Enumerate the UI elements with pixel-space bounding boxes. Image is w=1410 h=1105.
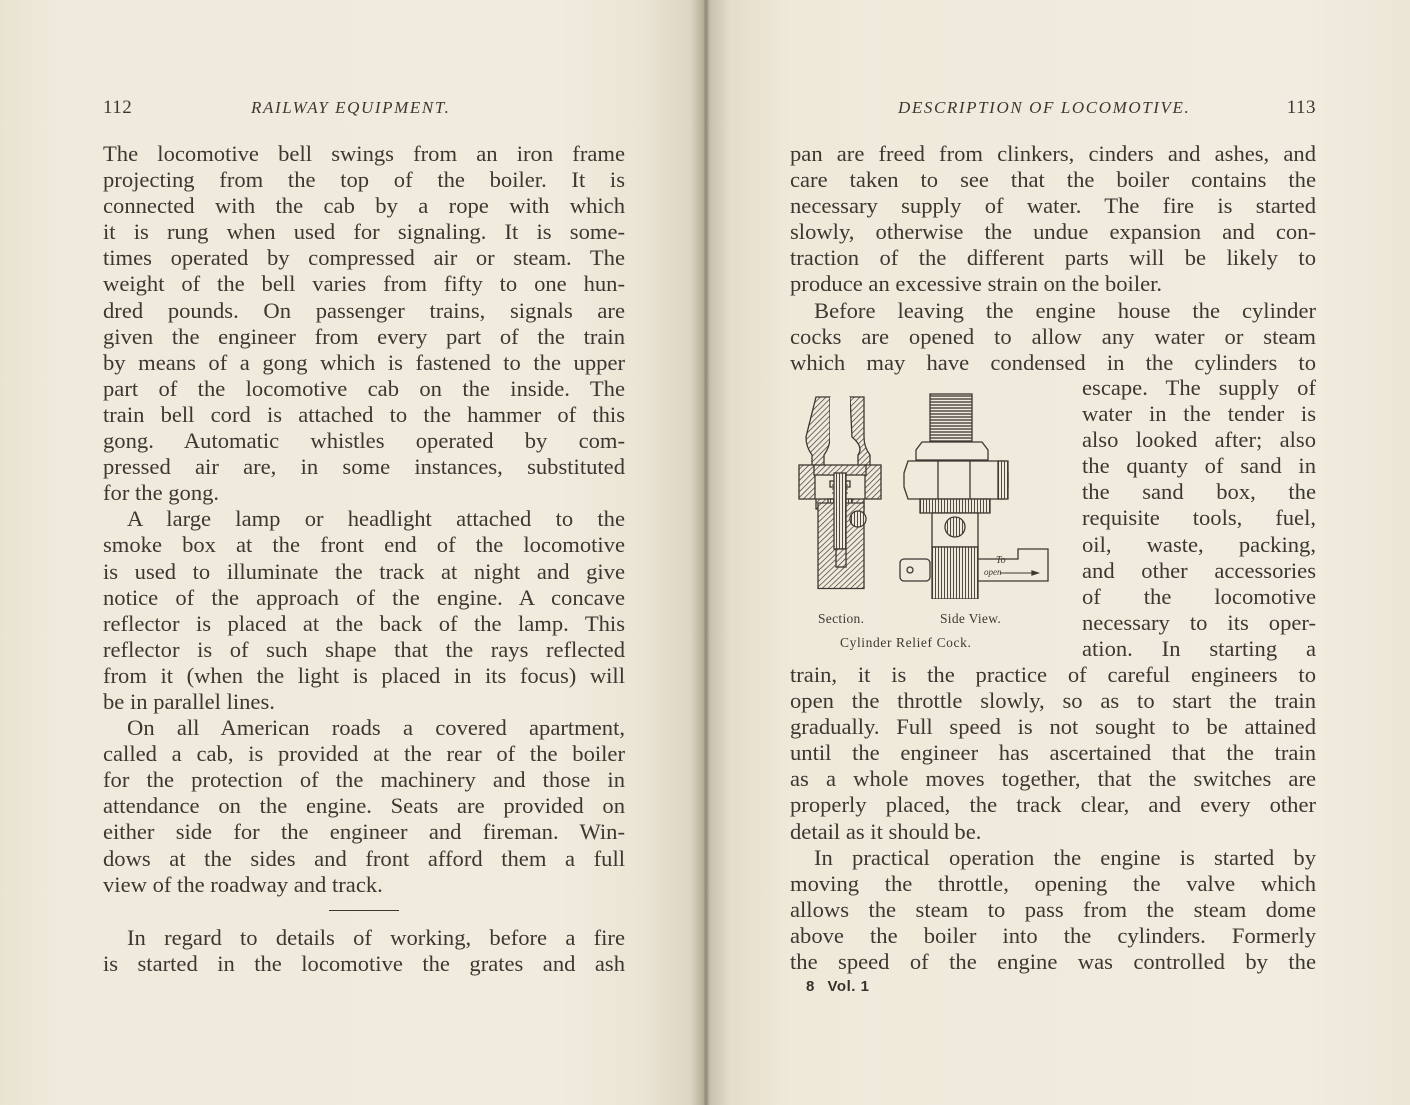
text-line: cocks are opened to allow any water or steam xyxy=(790,323,1316,349)
text-line: open the throttle slowly, so as to start the train xyxy=(790,688,1316,714)
text-line: In practical operation the engine is started by xyxy=(814,844,1316,870)
text-line: as a whole moves together, that the switches are xyxy=(790,766,1316,792)
text-line: above the boiler into the cylinders. Formerly xyxy=(790,922,1316,948)
text-line: escape. The supply of xyxy=(1082,375,1316,400)
right-paragraphs-bottom xyxy=(790,662,1316,975)
text-line: is used to illuminate the track at night and give xyxy=(103,558,625,584)
text-line: notice of the approach of the engine. A concave xyxy=(103,584,625,610)
signature-mark xyxy=(806,978,869,995)
text-line: A large lamp or headlight attached to the xyxy=(127,506,625,532)
cylinder-relief-cock-figure xyxy=(790,389,1082,651)
figure-wrap-text xyxy=(1082,375,1316,662)
text-line: the sand box, the xyxy=(1082,479,1316,505)
text-line: On all American roads a covered apartment, xyxy=(127,715,625,741)
text-line: train bell cord is attached to the hammer of this xyxy=(103,401,625,427)
left-paragraphs xyxy=(103,141,625,898)
text-line: the speed of the engine was controlled by the xyxy=(790,949,1316,975)
text-line: attendance on the engine. Seats are provided on xyxy=(103,793,625,819)
text-line: necessary supply of water. The fire is started xyxy=(790,193,1316,219)
text-line: The locomotive bell swings from an iron frame xyxy=(103,141,625,166)
text-line: ation. In starting a xyxy=(1082,635,1316,661)
text-line: by means of a gong which is fastened to the upper xyxy=(103,349,625,375)
text-line: be in parallel lines. xyxy=(103,688,275,714)
text-line: traction of the different parts will be likely to xyxy=(790,245,1316,271)
text-line: properly placed, the track clear, and every other xyxy=(790,792,1316,818)
text-line: pressed air are, in some instances, substituted xyxy=(103,454,625,480)
right-running-head xyxy=(790,96,1316,120)
text-line: part of the locomotive cab on the inside. The xyxy=(103,375,625,401)
text-line: weight of the bell varies from fifty to one hun- xyxy=(103,271,625,297)
text-line: requisite tools, fuel, xyxy=(1082,505,1316,531)
text-line: oil, waste, packing, xyxy=(1082,531,1316,557)
svg-text:To: To xyxy=(996,555,1006,566)
text-line: is started in the locomotive the grates and ash xyxy=(103,950,625,976)
page-number: 112 xyxy=(103,97,133,118)
left-running-head xyxy=(103,96,625,120)
text-line: given the engineer from every part of the train xyxy=(103,323,625,349)
section-view xyxy=(799,397,881,589)
text-line: In regard to details of working, before a fire xyxy=(127,924,625,950)
text-line: allows the steam to pass from the steam dome xyxy=(790,896,1316,922)
text-line: gradually. Full speed is not sought to be attained xyxy=(790,714,1316,740)
text-line: which may have condensed in the cylinders to xyxy=(790,349,1316,375)
text-line: view of the roadway and track. xyxy=(103,871,383,897)
text-line: called a cab, is provided at the rear of the boiler xyxy=(103,741,625,767)
right-page xyxy=(706,0,1410,1105)
text-line: reflector is placed at the back of the lamp. This xyxy=(103,610,625,636)
text-line: the quanty of sand in xyxy=(1082,453,1316,479)
section-divider-rule xyxy=(329,910,399,911)
text-line: slowly, otherwise the undue expansion and con- xyxy=(790,219,1316,245)
text-line: times operated by compressed air or steam. The xyxy=(103,245,625,271)
text-line: projecting from the top of the boiler. It is xyxy=(103,167,625,193)
left-body-text xyxy=(103,141,625,977)
figure-label-section: Section. xyxy=(818,611,865,626)
right-body-text-bottom xyxy=(790,662,1316,975)
text-line: and other accessories xyxy=(1082,557,1316,583)
text-line: reflector is of such shape that the rays reflected xyxy=(103,636,625,662)
text-line: pan are freed from clinkers, cinders and ashes, and xyxy=(790,141,1316,166)
text-line: until the engineer has ascertained that the train xyxy=(790,740,1316,766)
text-line: of the locomotive xyxy=(1082,583,1316,609)
text-line: Before leaving the engine house the cylinder xyxy=(814,297,1316,323)
text-line: also looked after; also xyxy=(1082,427,1316,453)
text-line: moving the throttle, opening the valve which xyxy=(790,870,1316,896)
figure-wrap-lines xyxy=(1082,375,1316,662)
figure-label-side-view: Side View. xyxy=(940,611,1002,626)
running-head-title: DESCRIPTION OF LOCOMOTIVE. xyxy=(898,98,1191,117)
text-line: produce an excessive strain on the boiler. xyxy=(790,271,1163,297)
text-line: dred pounds. On passenger trains, signals are xyxy=(103,297,625,323)
text-line: detail as it should be. xyxy=(790,818,982,844)
signature-number: 8 xyxy=(806,978,815,995)
text-line: train, it is the practice of careful engineers to xyxy=(790,662,1316,687)
signature-volume: Vol. 1 xyxy=(827,978,870,995)
side-view xyxy=(900,394,1048,599)
text-line: from it (when the light is placed in its focus) will xyxy=(103,662,625,688)
text-line: it is rung when used for signaling. It is some- xyxy=(103,219,625,245)
text-line: for the protection of the machinery and those in xyxy=(103,767,625,793)
figure-caption: Cylinder Relief Cock. xyxy=(840,635,972,650)
text-line: either side for the engineer and fireman. Win- xyxy=(103,819,625,845)
text-line: water in the tender is xyxy=(1082,401,1316,427)
text-line: smoke box at the front end of the locomotive xyxy=(103,532,625,558)
right-body-text-top xyxy=(790,141,1316,376)
running-head-title: RAILWAY EQUIPMENT. xyxy=(251,98,451,117)
right-paragraphs-top xyxy=(790,141,1316,376)
page-number: 113 xyxy=(1286,97,1316,118)
svg-text:open: open xyxy=(984,567,1002,577)
left-paragraph-after-rule xyxy=(103,925,625,977)
text-line: for the gong. xyxy=(103,480,220,506)
text-line: necessary to its oper- xyxy=(1082,609,1316,635)
text-line: connected with the cab by a rope with which xyxy=(103,193,625,219)
cylinder-relief-cock-illustration xyxy=(794,389,1074,599)
text-line: care taken to see that the boiler contains the xyxy=(790,167,1316,193)
text-line: gong. Automatic whistles operated by com- xyxy=(103,428,625,454)
text-line: dows at the sides and front afford them a full xyxy=(103,845,625,871)
